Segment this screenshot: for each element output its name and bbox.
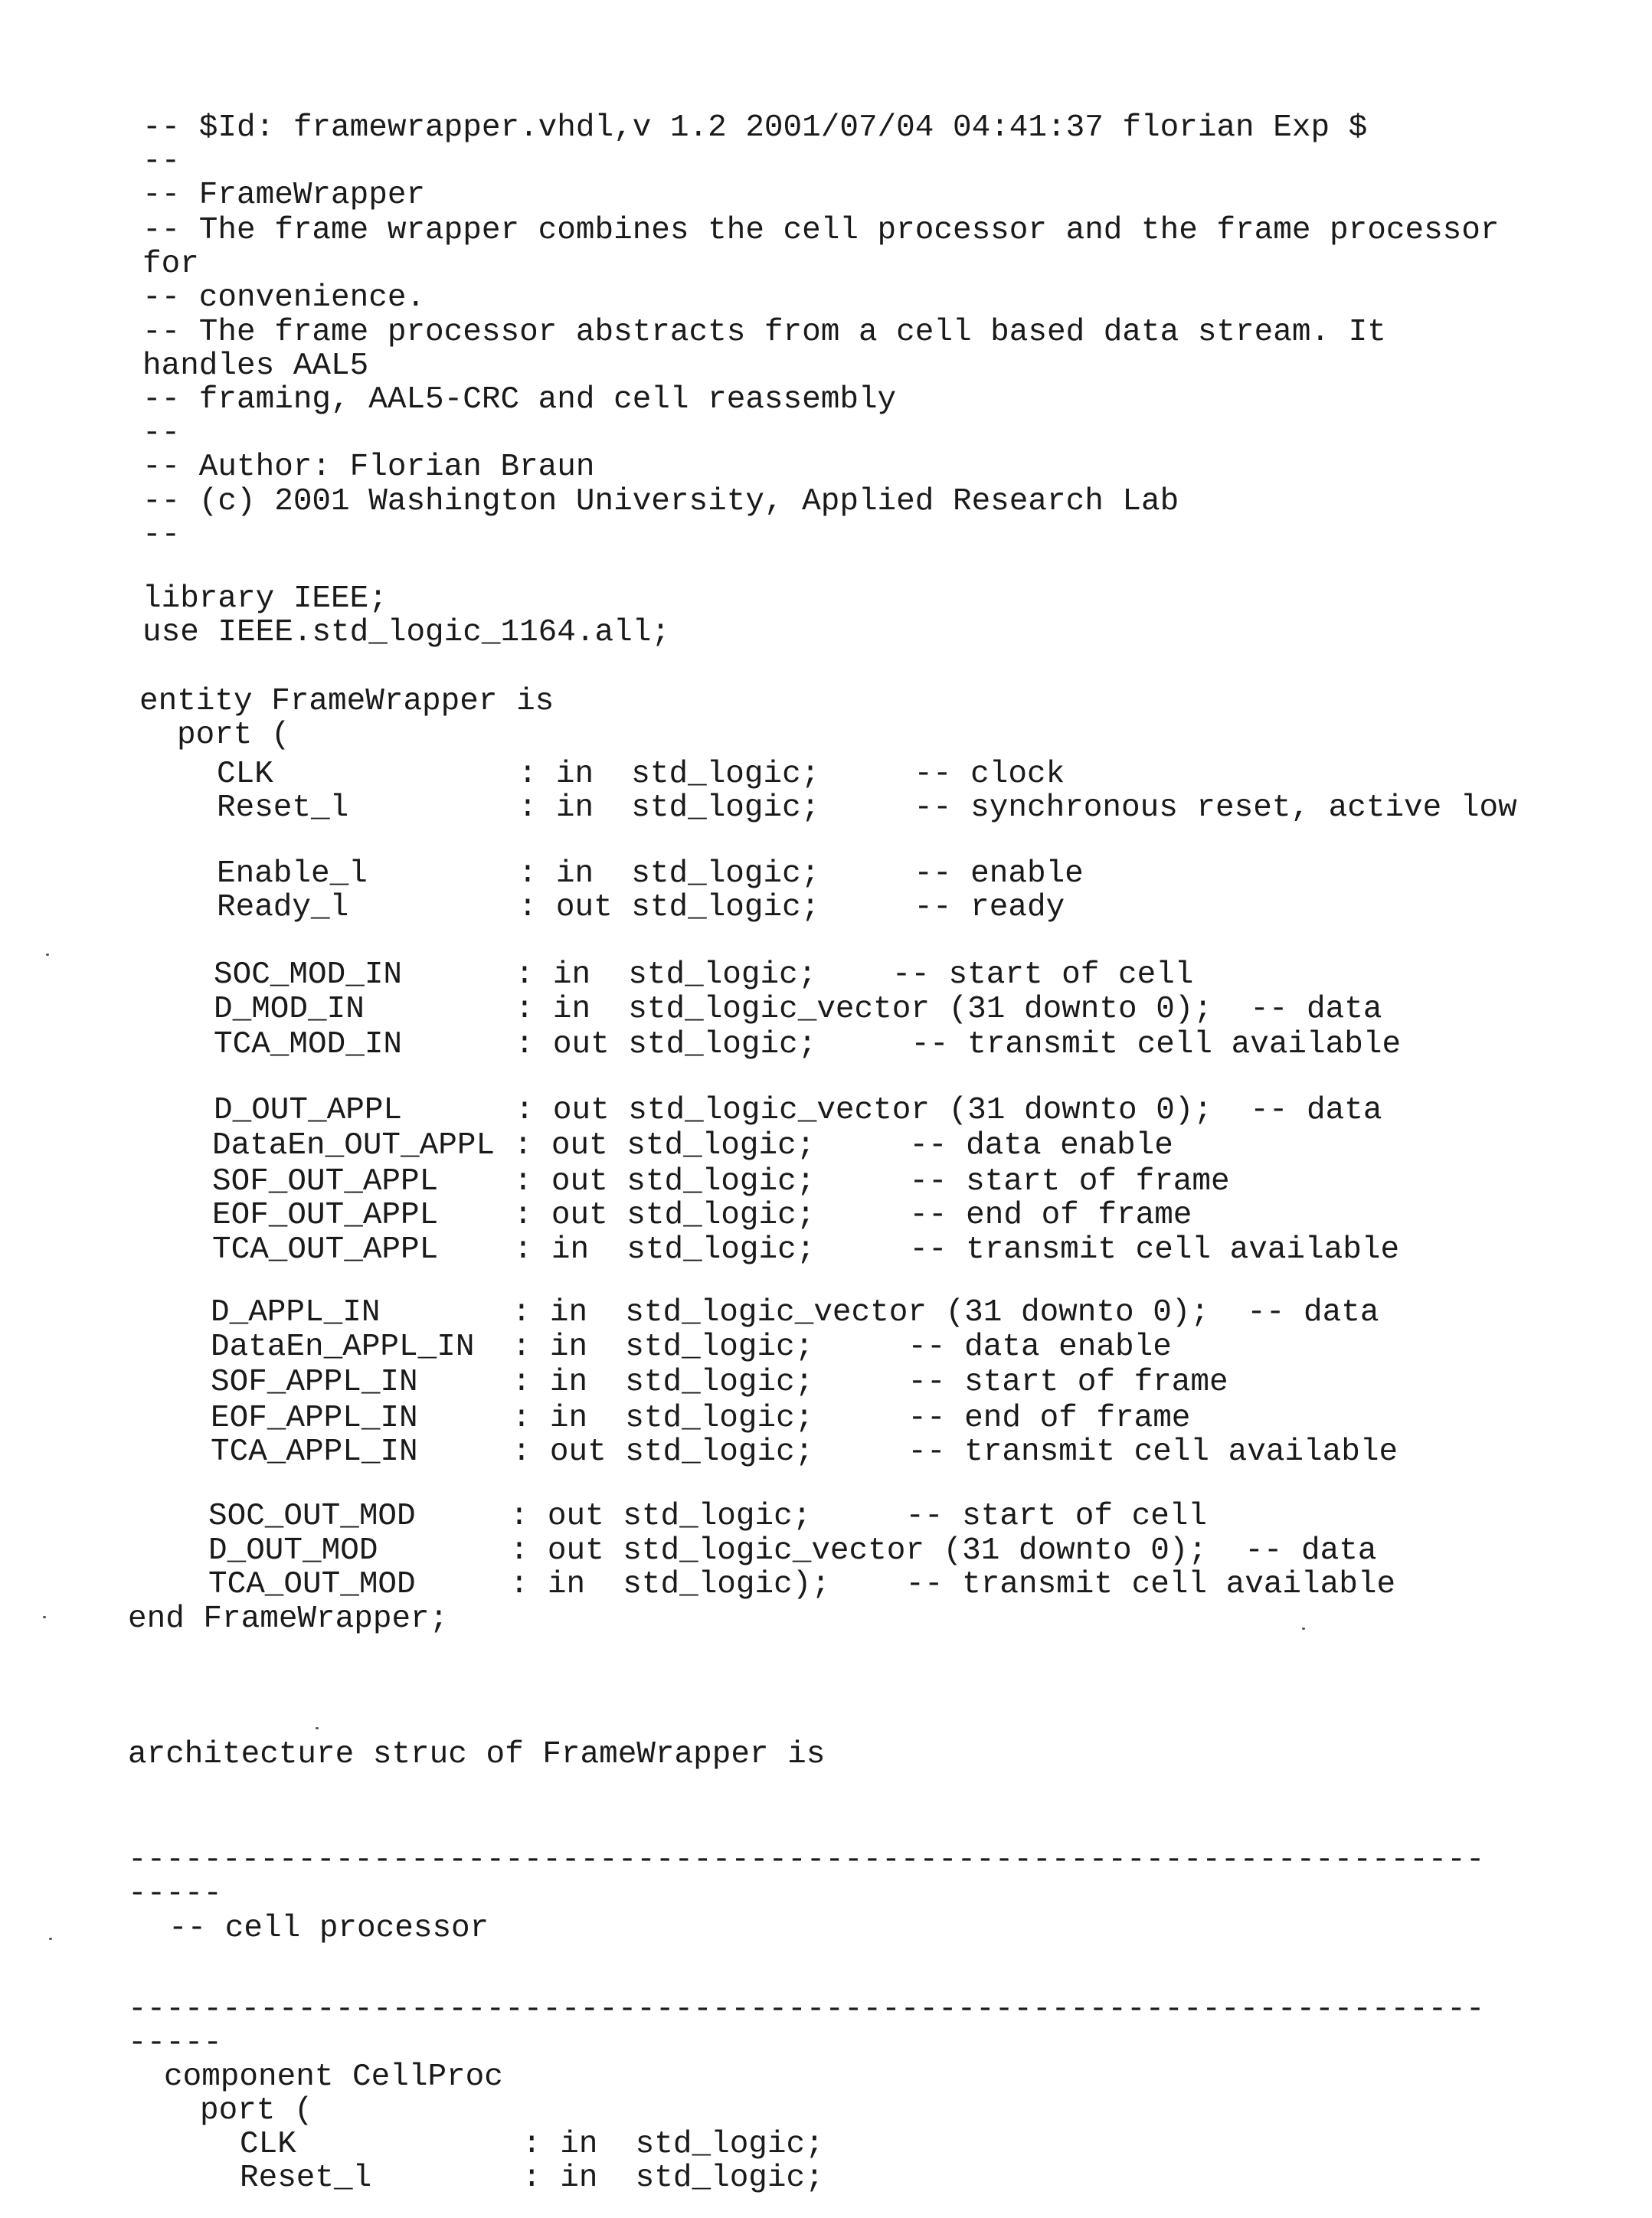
scan-speck bbox=[49, 1938, 52, 1940]
component-header: component CellProc bbox=[164, 2060, 503, 2094]
port-declaration: EOF_APPL_IN : in std_logic; -- end of frame bbox=[211, 1402, 1190, 1435]
library-statement: library IEEE; bbox=[142, 582, 388, 616]
port-declaration: SOF_OUT_APPL : out std_logic; -- start of frame bbox=[212, 1165, 1230, 1199]
scan-speck bbox=[43, 1616, 46, 1618]
port-declaration: SOC_OUT_MOD : out std_logic; -- start of cell bbox=[208, 1500, 1207, 1533]
copyright-comment: -- (c) 2001 Washington University, Applied Research Lab bbox=[142, 485, 1179, 519]
use-statement: use IEEE.std_logic_1164.all; bbox=[142, 616, 670, 649]
comment-line: -- convenience. bbox=[142, 281, 425, 315]
separator-line-wrap: ----- bbox=[128, 2027, 222, 2060]
separator-line: ------------------------------------------------------------------------ bbox=[128, 1843, 1485, 1877]
component-port-declaration: Reset_l : in std_logic; bbox=[240, 2161, 824, 2195]
section-comment: -- cell processor bbox=[168, 1912, 489, 1945]
separator-line: ------------------------------------------------------------------------ bbox=[128, 1993, 1485, 2027]
port-declaration: D_MOD_IN : in std_logic_vector (31 downto 0); -- data bbox=[214, 993, 1382, 1026]
component-port-open: port ( bbox=[200, 2094, 313, 2128]
document-page bbox=[0, 0, 1652, 2218]
port-declaration: EOF_OUT_APPL : out std_logic; -- end of frame bbox=[212, 1199, 1192, 1232]
scan-speck bbox=[1302, 1628, 1305, 1630]
port-declaration: TCA_APPL_IN : out std_logic; -- transmit cell available bbox=[211, 1435, 1398, 1469]
scan-speck bbox=[316, 1727, 319, 1729]
port-declaration: Reset_l : in std_logic; -- synchronous reset, active low bbox=[217, 791, 1517, 825]
port-declaration: TCA_OUT_APPL : in std_logic; -- transmit cell available bbox=[212, 1233, 1399, 1267]
comment-line: for bbox=[142, 247, 199, 281]
port-declaration: DataEn_OUT_APPL : out std_logic; -- data enable bbox=[212, 1129, 1173, 1163]
port-declaration: TCA_OUT_MOD : in std_logic); -- transmit cell available bbox=[208, 1568, 1395, 1601]
component-port-declaration: CLK : in std_logic; bbox=[240, 2128, 824, 2161]
port-declaration: DataEn_APPL_IN : in std_logic; -- data enable bbox=[211, 1330, 1172, 1364]
comment-line: -- bbox=[142, 145, 180, 178]
comment-line: -- bbox=[142, 519, 180, 552]
port-declaration: SOC_MOD_IN : in std_logic; -- start of cell bbox=[214, 958, 1193, 992]
comment-line: -- The frame wrapper combines the cell processor and the frame processor bbox=[142, 214, 1500, 247]
separator-line-wrap: ----- bbox=[128, 1877, 222, 1911]
port-declaration: D_APPL_IN : in std_logic_vector (31 downto 0); -- data bbox=[211, 1296, 1379, 1330]
entity-header: entity FrameWrapper is bbox=[139, 685, 554, 718]
cvs-id-comment: -- $Id: framewrapper.vhdl,v 1.2 2001/07/04 04:41:37 florian Exp $ bbox=[142, 111, 1367, 145]
comment-line: handles AAL5 bbox=[142, 349, 368, 383]
comment-line: -- The frame processor abstracts from a cell based data stream. It bbox=[142, 316, 1386, 349]
scan-speck bbox=[46, 954, 49, 956]
port-declaration: SOF_APPL_IN : in std_logic; -- start of frame bbox=[211, 1366, 1228, 1399]
port-declaration: CLK : in std_logic; -- clock bbox=[217, 757, 1065, 791]
port-declaration: D_OUT_MOD : out std_logic_vector (31 downto 0); -- data bbox=[208, 1534, 1376, 1568]
comment-line: -- FrameWrapper bbox=[142, 178, 425, 212]
comment-line: -- framing, AAL5-CRC and cell reassembly bbox=[142, 383, 896, 417]
port-declaration: TCA_MOD_IN : out std_logic; -- transmit cell available bbox=[214, 1028, 1401, 1062]
port-declaration: D_OUT_APPL : out std_logic_vector (31 downto 0); -- data bbox=[214, 1094, 1382, 1127]
architecture-header: architecture struc of FrameWrapper is bbox=[128, 1738, 825, 1771]
port-declaration: Enable_l : in std_logic; -- enable bbox=[217, 857, 1084, 891]
comment-line: -- bbox=[142, 417, 180, 450]
port-open: port ( bbox=[177, 718, 290, 752]
entity-end: end FrameWrapper; bbox=[128, 1602, 448, 1636]
author-comment: -- Author: Florian Braun bbox=[142, 450, 595, 484]
port-declaration: Ready_l : out std_logic; -- ready bbox=[217, 891, 1065, 924]
